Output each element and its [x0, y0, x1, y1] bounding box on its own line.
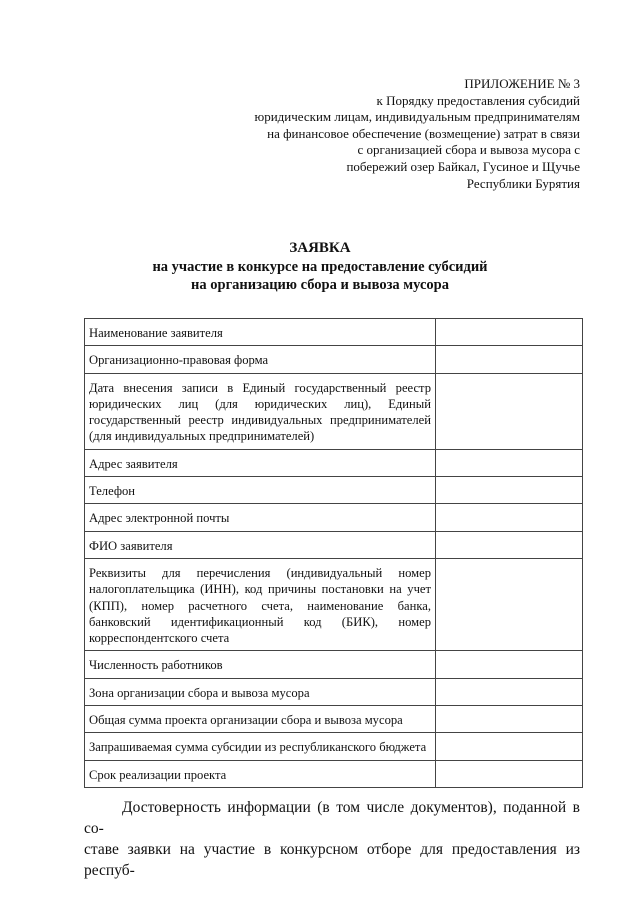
table-row	[85, 319, 583, 346]
field-label-applicant-fio: ФИО заявителя	[85, 531, 436, 558]
field-value-applicant-name[interactable]	[436, 319, 583, 346]
field-label-bank-details: Реквизиты для перечисления (индивидуальный номер налогоплательщика (ИНН), код причины постановки на учет (КПП), номер расчетного счета, наименование банка, банковский идентификационный код (БИК), номер корреспондентского счета	[85, 558, 436, 650]
field-value-bank-details[interactable]	[436, 558, 583, 650]
field-label-subsidy-amount: Запрашиваемая сумма субсидии из республиканского бюджета	[85, 733, 436, 760]
appendix-line: на финансовое обеспечение (возмещение) затрат в связи	[267, 125, 580, 141]
footer-line: Достоверность информации (в том числе документов), поданной в со-	[84, 799, 580, 837]
table-row	[85, 373, 583, 449]
table-row	[85, 346, 583, 373]
table-row	[85, 504, 583, 531]
field-value-legal-form[interactable]	[436, 346, 583, 373]
table-row	[85, 531, 583, 558]
table-row	[85, 733, 583, 760]
field-value-collection-zone[interactable]	[436, 678, 583, 705]
document-subtitle-line: на участие в конкурсе на предоставление субсидий	[152, 259, 488, 275]
appendix-line: побережий озер Байкал, Гусиное и Щучье	[346, 158, 580, 174]
table-row	[85, 477, 583, 504]
table-row	[85, 651, 583, 678]
application-form-table	[84, 318, 583, 788]
table-row	[85, 449, 583, 476]
table-row	[85, 706, 583, 733]
appendix-line: юридическим лицам, индивидуальным предпринимателям	[254, 109, 580, 125]
field-label-employee-count: Численность работников	[85, 651, 436, 678]
field-label-applicant-name: Наименование заявителя	[85, 319, 436, 346]
footer-paragraph	[84, 797, 580, 881]
appendix-line: Республики Бурятия	[466, 175, 580, 191]
field-value-email[interactable]	[436, 504, 583, 531]
field-value-project-total[interactable]	[436, 706, 583, 733]
field-label-phone: Телефон	[85, 477, 436, 504]
field-value-phone[interactable]	[436, 477, 583, 504]
document-title: ЗАЯВКА	[289, 240, 351, 256]
document-heading	[0, 238, 640, 294]
table-row	[85, 760, 583, 787]
footer-line: ставе заявки на участие в конкурсном отборе для предоставления из респуб-	[84, 841, 580, 879]
field-value-employee-count[interactable]	[436, 651, 583, 678]
field-label-legal-form: Организационно-правовая форма	[85, 346, 436, 373]
table-row	[85, 678, 583, 705]
appendix-number: ПРИЛОЖЕНИЕ № 3	[464, 76, 580, 91]
field-value-applicant-fio[interactable]	[436, 531, 583, 558]
field-value-subsidy-amount[interactable]	[436, 733, 583, 760]
field-label-collection-zone: Зона организации сбора и вывоза мусора	[85, 678, 436, 705]
field-value-registry-date[interactable]	[436, 373, 583, 449]
field-value-address[interactable]	[436, 449, 583, 476]
appendix-header	[200, 76, 580, 192]
table-row	[85, 558, 583, 650]
field-label-registry-date: Дата внесения записи в Единый государственный реестр юридических лиц (для юридических лиц), Единый государственный реестр индивидуальных предпринимателей (для индивидуальных предпринимателей)	[85, 373, 436, 449]
field-label-address: Адрес заявителя	[85, 449, 436, 476]
field-label-project-term: Срок реализации проекта	[85, 760, 436, 787]
field-label-project-total: Общая сумма проекта организации сбора и вывоза мусора	[85, 706, 436, 733]
appendix-line: с организацией сбора и вывоза мусора с	[357, 142, 580, 158]
field-value-project-term[interactable]	[436, 760, 583, 787]
appendix-line: к Порядку предоставления субсидий	[376, 92, 580, 108]
field-label-email: Адрес электронной почты	[85, 504, 436, 531]
document-subtitle-line: на организацию сбора и вывоза мусора	[191, 277, 449, 293]
